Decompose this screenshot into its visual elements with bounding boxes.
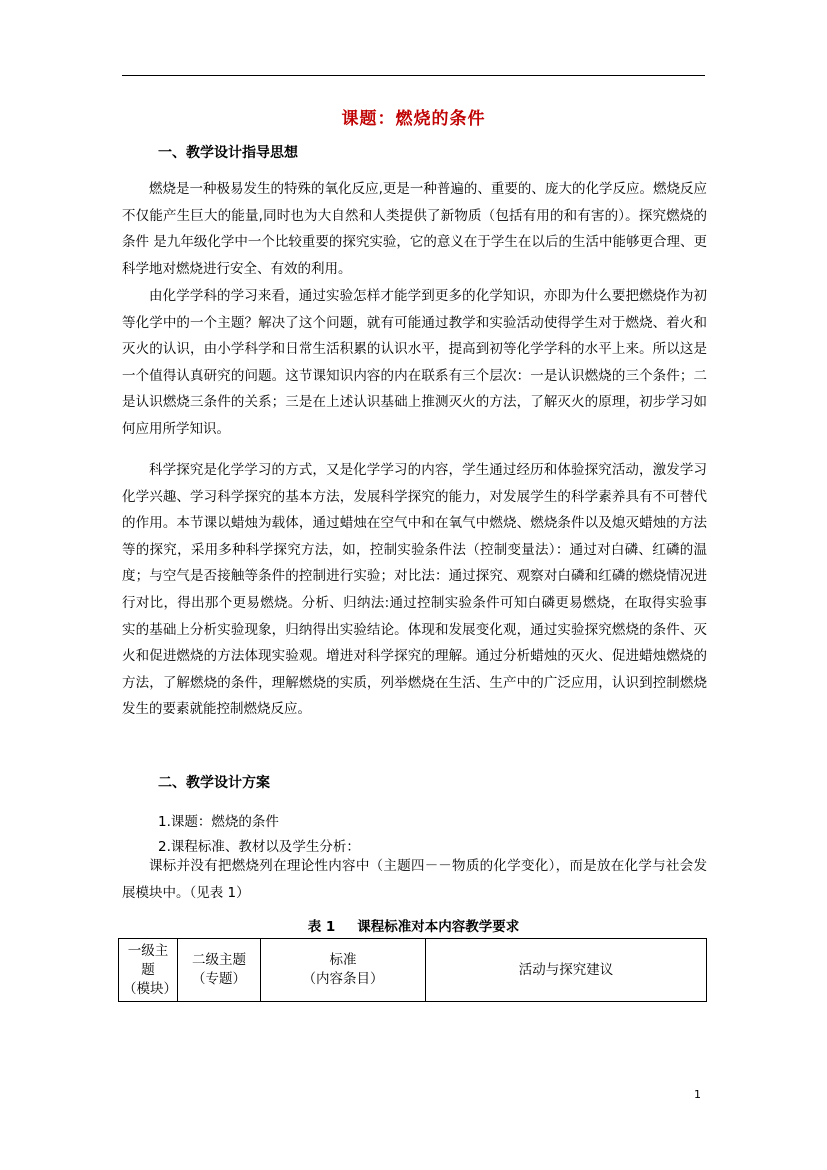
section2-item-1: 1.课题：燃烧的条件	[158, 814, 279, 830]
section2-paragraph: 课标并没有把燃烧列在理论性内容中（主题四－－物质的化学变化），而是放在化学与社会发展模块中。（见表 1）	[122, 858, 707, 901]
table-caption	[122, 915, 705, 935]
table-caption-text: 课程标准对本内容教学要求	[357, 919, 520, 935]
section2-item-2: 2.课程标准、教材以及学生分析：	[158, 839, 360, 855]
header-rule	[122, 75, 705, 76]
header-cell-activities: 活动与探究建议	[426, 939, 707, 1002]
page-number: 1	[694, 1088, 701, 1101]
table-caption-number: 表 1	[307, 919, 336, 935]
section2-heading: 二、教学设计方案	[158, 775, 270, 791]
standards-table	[118, 938, 707, 1002]
section1-paragraph-3: 科学探究是化学学习的方式，又是化学学习的内容，学生通过经历和体验探究活动，激发学习化学兴趣、学习科学探究的基本方法，发展科学探究的能力，对发展学生的科学素养具有不可替代的作用。本节课以蜡烛为载体，通过蜡烛在空气中和在氧气中燃烧、燃烧条件以及熄灭蜡烛的方法等的探究，采用多种科学探究方法，如，控制实验条件法（控制变量法）：通过对白磷、红磷的温度；与空气是否接触等条件的控制进行实验；对比法：通过探究、观察对白磷和红磷的燃烧情况进行对比，得出那个更易燃烧。分析、归纳法:通过控制实验条件可知白磷更易燃烧，在取得实验事实的基础上分析实验现象，归纳得出实验结论。体现和发展变化观，通过实验探究燃烧的条件、灭火和促进燃烧的方法体现实验观。增进对科学探究的理解。通过分析蜡烛的灭火、促进蜡烛燃烧的方法，了解燃烧的条件，理解燃烧的实质，列举燃烧在生活、生产中的广泛应用，认识到控制燃烧发生的要素就能控制燃烧反应。	[122, 462, 707, 718]
table-header-row	[119, 939, 707, 1002]
page-title: 课题：燃烧的条件	[341, 109, 486, 129]
section1-paragraph-2: 由化学学科的学习来看，通过实验怎样才能学到更多的化学知识，亦即为什么要把燃烧作为初等化学中的一个主题？解决了这个问题，就有可能通过教学和实验活动使得学生对于燃烧、着火和灭火的认识，由小学科学和日常生活积累的认识水平，提高到初等化学学科的水平上来。所以这是一个值得认真研究的问题。这节课知识内容的内在联系有三个层次：一是认识燃烧的三个条件；二是认识燃烧三条件的关系；三是在上述认识基础上推测灭火的方法，了解灭火的原理，初步学习如何应用所学知识。	[122, 288, 707, 437]
header-cell-level2: 二级主题 （专题）	[178, 939, 261, 1002]
header-cell-level1: 一级主 题 （模块）	[119, 939, 178, 1002]
section1-paragraph-1: 燃烧是一种极易发生的特殊的氧化反应,更是一种普遍的、重要的、庞大的化学反应。燃烧反应不仅能产生巨大的能量,同时也为大自然和人类提供了新物质（包括有用的和有害的）。探究燃烧的条件 是九年级化学中一个比较重要的探究实验，它的意义在于学生在以后的生活中能够更合理、更科学地对燃烧进行安全、有效的利用。	[122, 181, 707, 277]
section1-heading: 一、教学设计指导思想	[158, 145, 298, 161]
header-cell-standard: 标准 （内容条目）	[261, 939, 426, 1002]
